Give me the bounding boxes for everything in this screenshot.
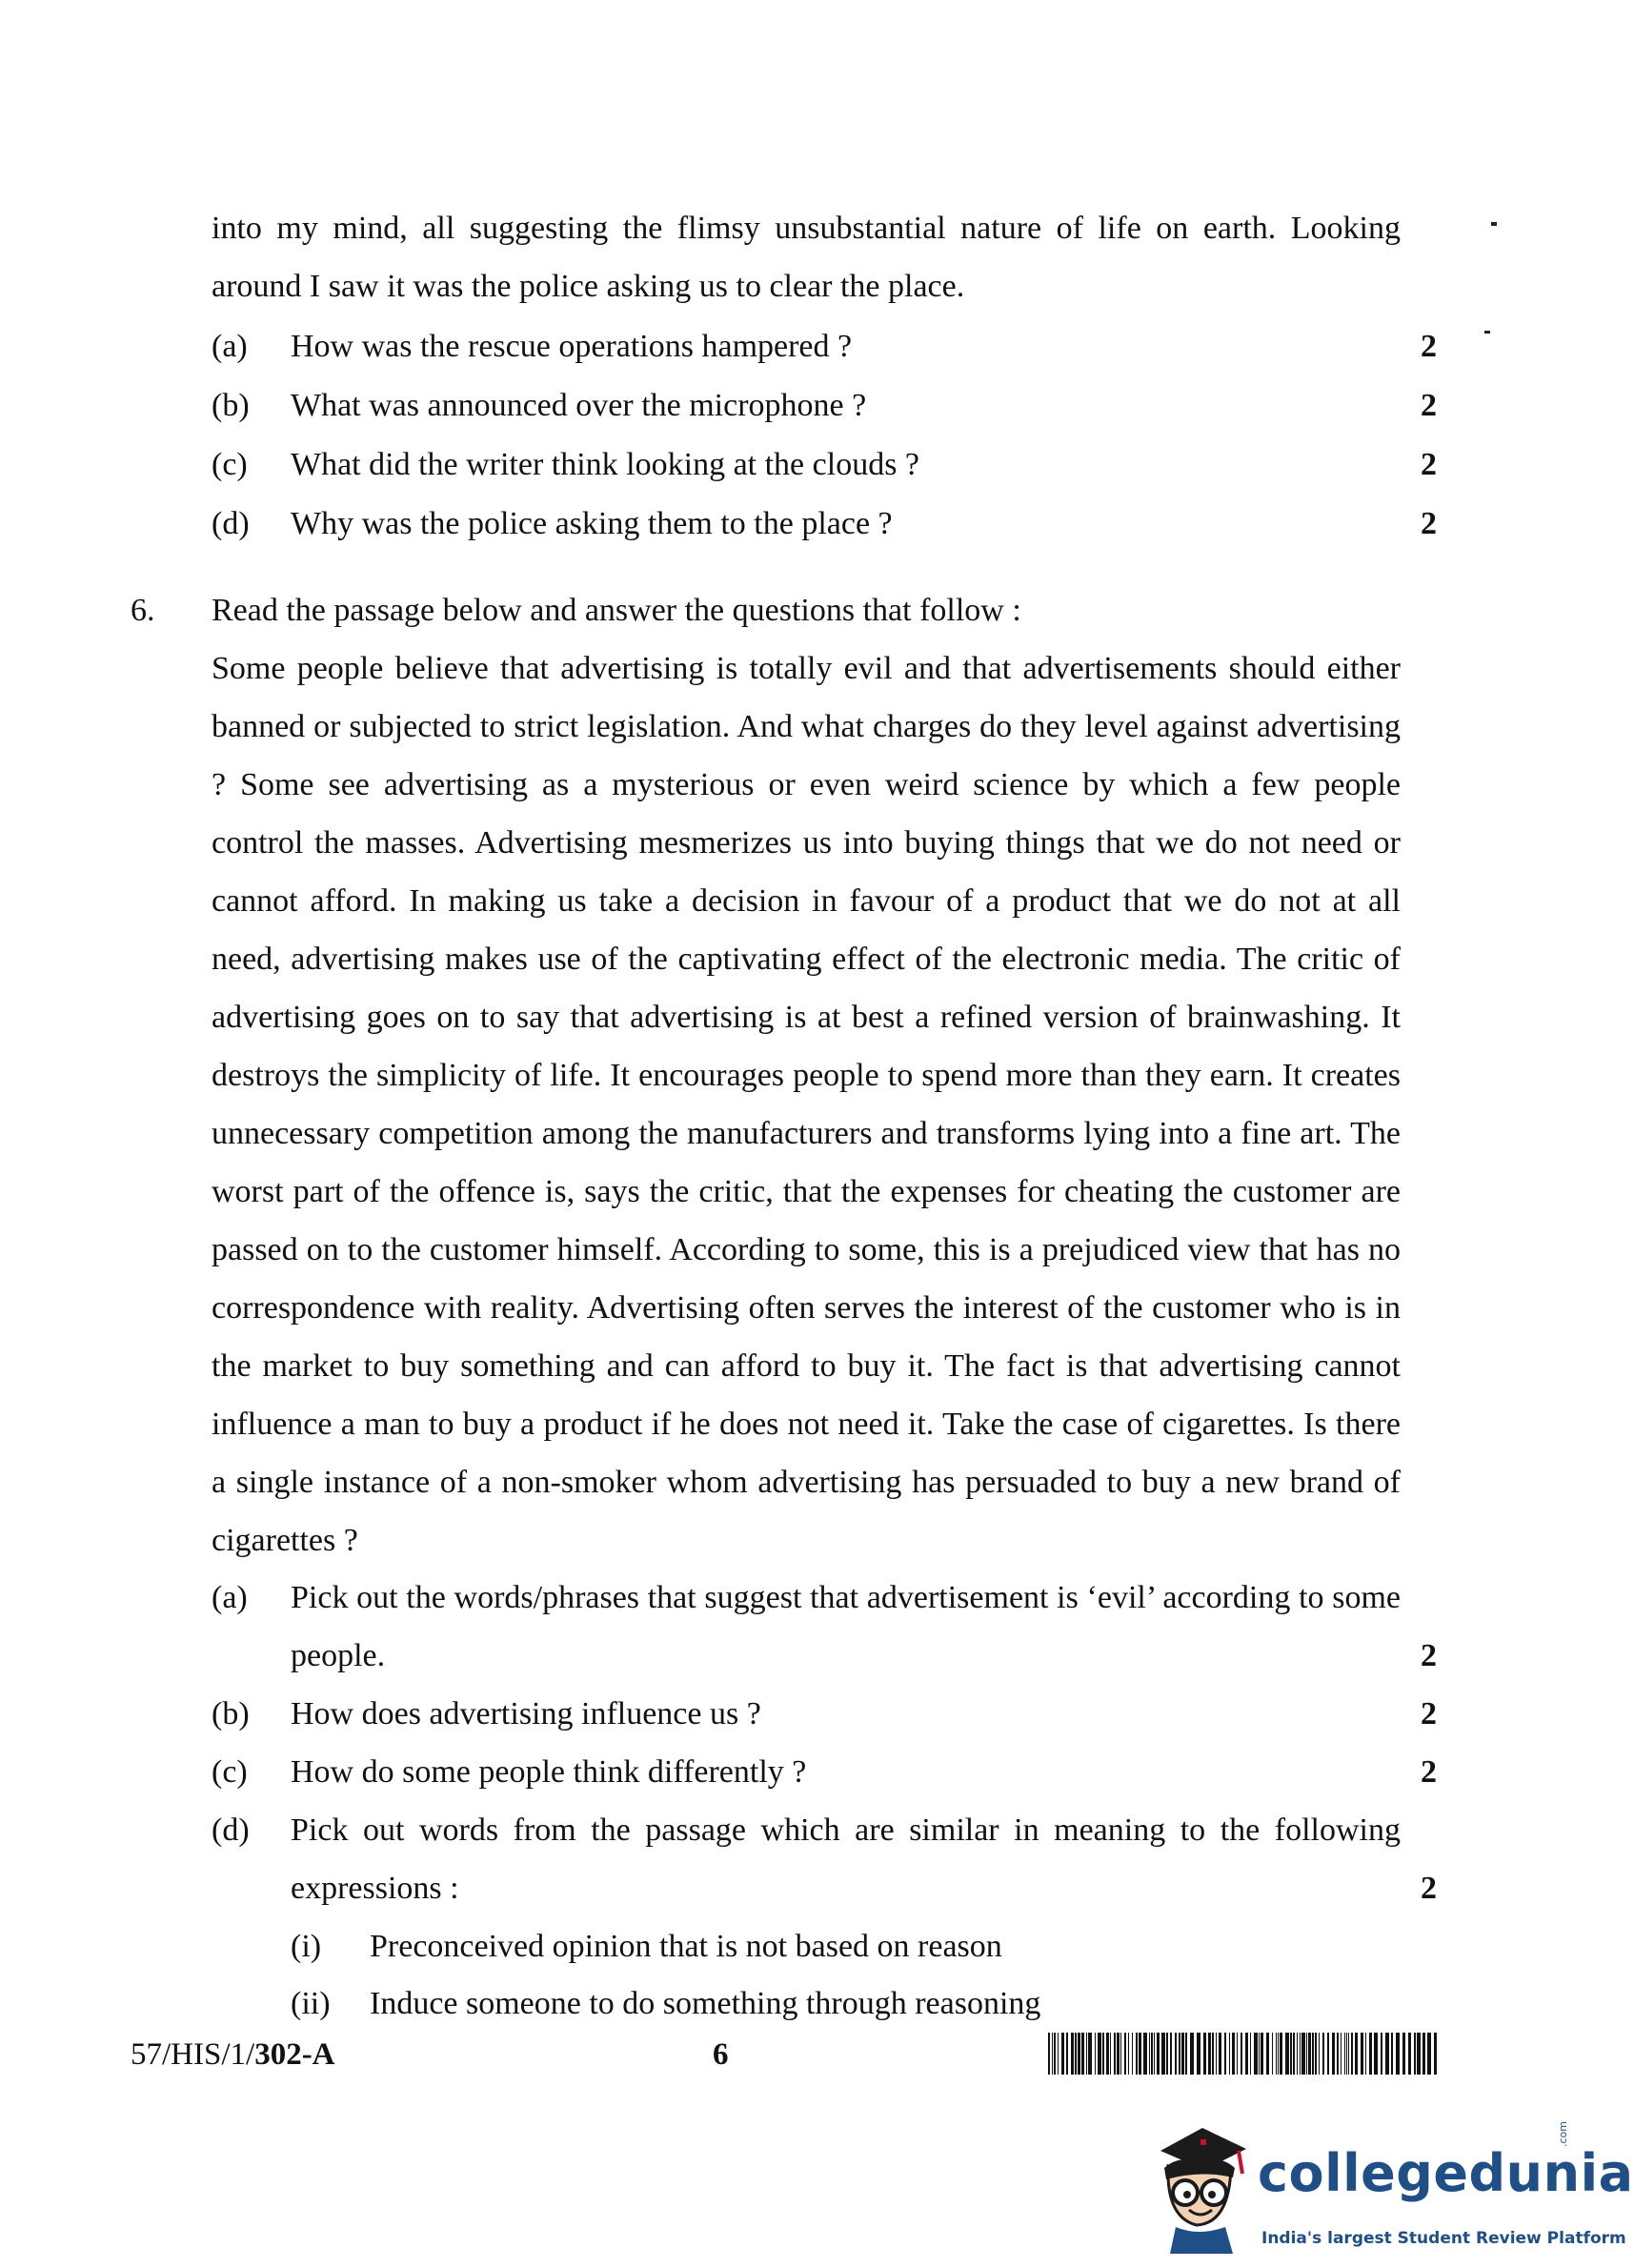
barcode-bar (1071, 2033, 1074, 2075)
barcode-bar (1348, 2033, 1349, 2075)
barcode-bar (1232, 2033, 1235, 2075)
question-text: How does advertising influence us ? (291, 1696, 761, 1731)
question-5a (212, 317, 1437, 375)
expression-item (291, 1917, 1339, 1975)
barcode-bar (1166, 2033, 1168, 2075)
question-label: (a) (212, 329, 248, 364)
barcode-bar (1346, 2033, 1347, 2075)
barcode-bar (1327, 2033, 1329, 2075)
question-5c (212, 435, 1437, 494)
paper-code (131, 2035, 335, 2074)
barcode-bar (1266, 2033, 1269, 2075)
question-marks: 2 (1421, 1754, 1437, 1790)
barcode-bar (1190, 2033, 1194, 2075)
barcode-bar (1322, 2033, 1324, 2075)
question-6d (212, 1801, 1437, 1917)
question-text: Why was the police asking them to the place ? (291, 506, 893, 541)
barcode-bar (1280, 2033, 1282, 2075)
barcode-bar (1120, 2033, 1121, 2075)
barcode-bar (1391, 2033, 1393, 2075)
barcode-bar (1161, 2033, 1165, 2075)
barcode-bar (1285, 2033, 1289, 2075)
barcode-bar (1095, 2033, 1096, 2075)
barcode-bar (1102, 2033, 1104, 2075)
barcode-bar (1319, 2033, 1320, 2075)
expression-item (291, 1974, 1339, 2033)
question-marks: 2 (1421, 329, 1437, 364)
question-marks: 2 (1421, 506, 1437, 541)
barcode-bar (1308, 2033, 1311, 2075)
barcode-bar (1396, 2033, 1400, 2075)
barcode-bar (1272, 2033, 1273, 2075)
question-5b (212, 376, 1437, 435)
barcode-bar (1048, 2033, 1050, 2075)
barcode-bar (1254, 2033, 1258, 2075)
barcode-bar (1245, 2033, 1248, 2075)
barcode-bar (1075, 2033, 1077, 2075)
barcode-bar (1250, 2033, 1251, 2075)
paper-code-bold: 302-A (254, 2037, 335, 2072)
question-label: (b) (212, 1696, 250, 1731)
barcode-bar (1434, 2033, 1437, 2075)
barcode-bar (1427, 2033, 1431, 2075)
question-instruction: Read the passage below and answer the questions that follow : (212, 593, 1021, 628)
barcode-bar (1422, 2033, 1425, 2075)
barcode-bar (1117, 2033, 1120, 2075)
question-text: What was announced over the microphone ? (291, 388, 867, 423)
barcode-bar (1369, 2033, 1372, 2075)
barcode-bar (1385, 2033, 1389, 2075)
collegedunia-logo (1143, 2111, 1634, 2257)
barcode-bar (1293, 2033, 1295, 2075)
question-marks: 2 (1421, 1696, 1437, 1731)
reading-passage: Some people believe that advertising is totally evil and that advertisements should either banned or subjected to strict legislation. And what charges do they level against advertising ? Some see advertising as a mysterious or even weird science by which a few people control the masses. Advertising mesmerizes us into buying things that we do not need or cannot afford. In making us take a decision in favour of a product that we do not at all need, advertising makes use of the captivating effect of the electronic media. The critic of advertising goes on to say that advertising is at best a refined version of brainwashing. It destroys the simplicity of life. It encourages people to spend more than they earn. It creates unnecessary competition among the manufacturers and transforms lying into a fine art. The worst part of the offence is, says the critic, that the expenses for cheating the customer are passed on to the customer himself. According to some, this is a prejudiced view that has no correspondence with reality. Advertising often serves the interest of the customer who is in the market to buy something and can afford to buy it. The fact is that advertising cannot influence a man to buy a product if he does not need it. Take the case of cigarettes. Is there a single instance of a non-smoker whom advertising has persuaded to buy a new brand of cigarettes ? (212, 651, 1401, 1558)
logo-domain: .com (1557, 2121, 1569, 2147)
barcode-bar (1365, 2033, 1366, 2075)
barcode-bar (1132, 2033, 1133, 2075)
question-label: (d) (212, 1812, 250, 1848)
question-6b (212, 1685, 1437, 1743)
barcode-bar (1237, 2033, 1238, 2075)
logo-tagline: India's largest Student Review Platform (1261, 2229, 1626, 2248)
barcode-bar (1181, 2033, 1184, 2075)
barcode-bar (1066, 2033, 1068, 2075)
barcode-bar (1179, 2033, 1180, 2075)
barcode-bar (1110, 2033, 1111, 2075)
barcode-bar (1315, 2033, 1317, 2075)
barcode-bar (1143, 2033, 1147, 2075)
question-5d (212, 495, 1437, 553)
barcode-bar (1157, 2033, 1160, 2075)
barcode-bar (1381, 2033, 1382, 2075)
barcode-bar (1086, 2033, 1087, 2075)
barcode-bar (1312, 2033, 1314, 2075)
barcode-bar (1052, 2033, 1053, 2075)
barcode-bar (1136, 2033, 1138, 2075)
barcode-bar (1203, 2033, 1206, 2075)
barcode-bar (1276, 2033, 1277, 2075)
barcode-bar (1241, 2033, 1242, 2075)
question-label: (c) (212, 1754, 248, 1790)
question-text: How do some people think differently ? (291, 1754, 807, 1790)
barcode-bar (1149, 2033, 1150, 2075)
barcode-bar (1124, 2033, 1126, 2075)
barcode-bar (1151, 2033, 1153, 2075)
barcode-bar (1224, 2033, 1226, 2075)
question-label: (b) (212, 388, 250, 423)
barcode-bar (1197, 2033, 1200, 2075)
question-text: How was the rescue operations hampered ? (291, 329, 853, 364)
barcode-bar (1185, 2033, 1187, 2075)
barcode-bar (1054, 2033, 1056, 2075)
question-label: (c) (212, 447, 248, 482)
barcode-bar (1332, 2033, 1335, 2075)
barcode-bar (1259, 2033, 1260, 2075)
barcode-bar (1212, 2033, 1214, 2075)
barcode-bar (1414, 2033, 1416, 2075)
barcode-bar (1170, 2033, 1172, 2075)
barcode-bar (1300, 2033, 1301, 2075)
question-6a (212, 1569, 1437, 1685)
barcode-bar (1402, 2033, 1405, 2075)
barcode-bar (1261, 2033, 1263, 2075)
question-text: Pick out words from the passage which are similar in meaning to the following expressions : (291, 1812, 1401, 1906)
barcode-bar (1106, 2033, 1109, 2075)
paper-code-prefix: 57/HIS/1/ (131, 2037, 255, 2072)
barcode-bar (1078, 2033, 1080, 2075)
barcode-bar (1216, 2033, 1217, 2075)
barcode-bar (1337, 2033, 1339, 2075)
barcode-bar (1058, 2033, 1059, 2075)
question-label: (d) (212, 506, 250, 541)
scan-mark (1491, 222, 1497, 226)
barcode-bar (1374, 2033, 1378, 2075)
barcode-bar (1306, 2033, 1307, 2075)
question-number: 6. (131, 593, 155, 628)
passage-continuation: into my mind, all suggesting the flimsy unsubstantial nature of life on earth. Looking around I saw it was the police asking us to clear the place. (212, 211, 1401, 304)
question-marks: 2 (1421, 1638, 1437, 1673)
barcode-bar (1278, 2033, 1279, 2075)
mascot-icon (1143, 2111, 1256, 2254)
question-label: (a) (212, 1580, 248, 1615)
barcode-bar (1139, 2033, 1141, 2075)
question-marks: 2 (1421, 1871, 1437, 1906)
barcode-bar (1061, 2033, 1064, 2075)
barcode-bar (1297, 2033, 1298, 2075)
barcode-bar (1351, 2033, 1353, 2075)
question-marks: 2 (1421, 447, 1437, 482)
expression-text: Induce someone to do something through reasoning (370, 1986, 1041, 2021)
barcode-bar (1175, 2033, 1177, 2075)
barcode-bar (1229, 2033, 1230, 2075)
question-text: Pick out the words/phrases that suggest that advertisement is ‘evil’ according to some people. (291, 1580, 1401, 1673)
barcode-bar (1355, 2033, 1358, 2075)
logo-wordmark: collegedunia (1258, 2143, 1634, 2203)
barcode-bar (1417, 2033, 1421, 2075)
question-marks: 2 (1421, 388, 1437, 423)
barcode-bar (1290, 2033, 1292, 2075)
barcode-bar (1081, 2033, 1084, 2075)
barcode-bar (1114, 2033, 1116, 2075)
barcode-bar (1408, 2033, 1411, 2075)
expression-text: Preconceived opinion that is not based on reason (370, 1929, 1002, 1964)
barcode-bar (1128, 2033, 1129, 2075)
barcode-bar (1344, 2033, 1345, 2075)
question-text: What did the writer think looking at the clouds ? (291, 447, 920, 482)
expression-label: (i) (291, 1929, 322, 1964)
page-number: 6 (713, 2037, 729, 2072)
barcode-bar (1361, 2033, 1363, 2075)
question-6c (212, 1743, 1437, 1801)
barcode-bar (1219, 2033, 1221, 2075)
barcode-bar (1098, 2033, 1101, 2075)
barcode-bar (1088, 2033, 1092, 2075)
barcode-bar (1301, 2033, 1305, 2075)
scan-mark (1484, 331, 1490, 334)
expression-label: (ii) (291, 1986, 331, 2021)
barcode-bar (1208, 2033, 1211, 2075)
barcode (1048, 2033, 1441, 2075)
barcode-bar (1154, 2033, 1155, 2075)
